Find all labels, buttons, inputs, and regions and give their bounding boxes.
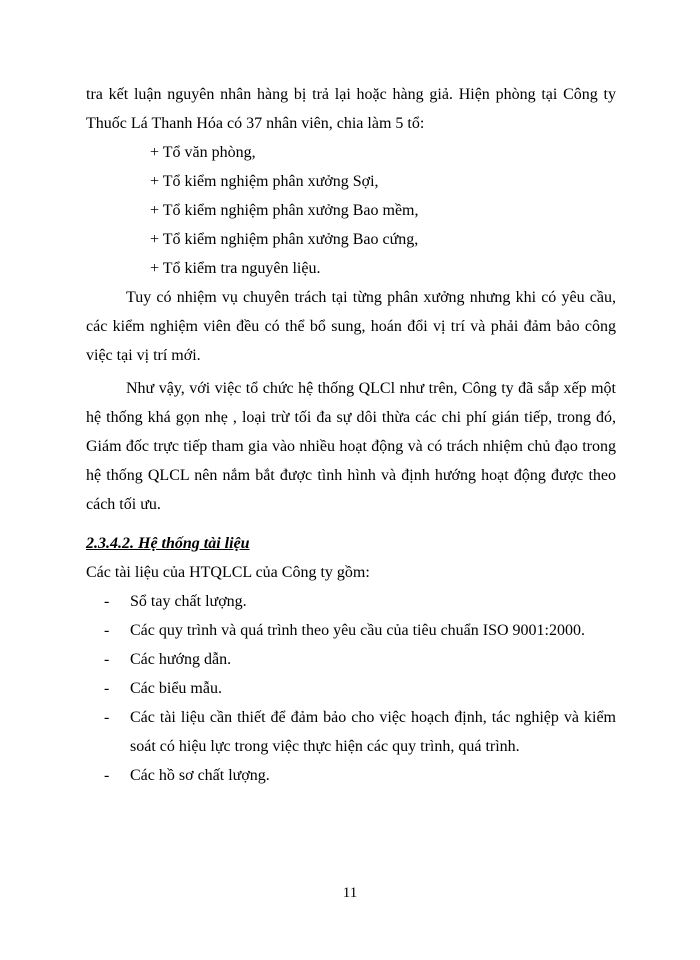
list-item [86, 587, 616, 616]
list-item-text: Các hồ sơ chất lượng. [130, 767, 270, 784]
list-item-text: Các hướng dẫn. [130, 651, 232, 668]
list-item-text: Sổ tay chất lượng. [130, 593, 247, 610]
section-intro: Các tài liệu của HTQLCL của Công ty gồm: [86, 564, 370, 581]
list-item: + Tổ kiểm nghiệm phân xưởng Sợi, [150, 173, 379, 190]
document-list [86, 587, 616, 790]
list-item-text: Các biểu mẫu. [130, 680, 222, 697]
paragraph-intro: tra kết luận nguyên nhân hàng bị trả lại hoặc hàng giả. Hiện phòng tại Công ty Thuốc Lá Thanh Hóa có 37 nhân viên, chia làm 5 tổ: [86, 86, 616, 132]
list-item: + Tổ kiểm nghiệm phân xưởng Bao mềm, [150, 202, 419, 219]
section-heading: 2.3.4.2. Hệ thống tài liệu [86, 535, 250, 552]
paragraph-summary: Như vậy, với việc tổ chức hệ thống QLCl như trên, Công ty đã sắp xếp một hệ thống khá gọn nhẹ , loại trừ tối đa sự dôi thừa các chi phí gián tiếp, trong đó, Giám đốc trực tiếp tham gia vào nhiều hoạt động và có trách nhiệm chủ đạo trong hệ thống QLCL nên nắm bắt được tình hình và định hướng hoạt động được theo cách tối ưu. [86, 380, 616, 513]
bullet-dash: - [104, 622, 110, 639]
list-item [86, 761, 616, 790]
list-item [86, 674, 616, 703]
bullet-dash: - [104, 651, 110, 668]
list-item-text: Các tài liệu cần thiết để đảm bảo cho việc hoạch định, tác nghiệp và kiểm soát có hiệu lực trong việc thực hiện các quy trình, quá trình. [130, 709, 616, 755]
list-item [86, 703, 616, 761]
bullet-dash: - [104, 709, 110, 726]
body-text [86, 80, 616, 790]
list-item: + Tổ kiểm nghiệm phân xưởng Bao cứng, [150, 231, 419, 248]
team-list [86, 138, 616, 283]
list-item: + Tổ văn phòng, [150, 144, 256, 161]
page-number: 11 [342, 885, 358, 901]
bullet-dash: - [104, 680, 110, 697]
list-item [86, 616, 616, 645]
bullet-dash: - [104, 767, 110, 784]
paragraph-duties: Tuy có nhiệm vụ chuyên trách tại từng phân xưởng nhưng khi có yêu cầu, các kiểm nghiệm viên đều có thể bổ sung, hoán đổi vị trí và phải đảm bảo công việc tại vị trí mới. [86, 289, 616, 364]
bullet-dash: - [104, 593, 110, 610]
list-item [86, 645, 616, 674]
list-item-text: Các quy trình và quá trình theo yêu cầu của tiêu chuẩn ISO 9001:2000. [130, 622, 585, 639]
list-item: + Tổ kiểm tra nguyên liệu. [150, 260, 321, 277]
